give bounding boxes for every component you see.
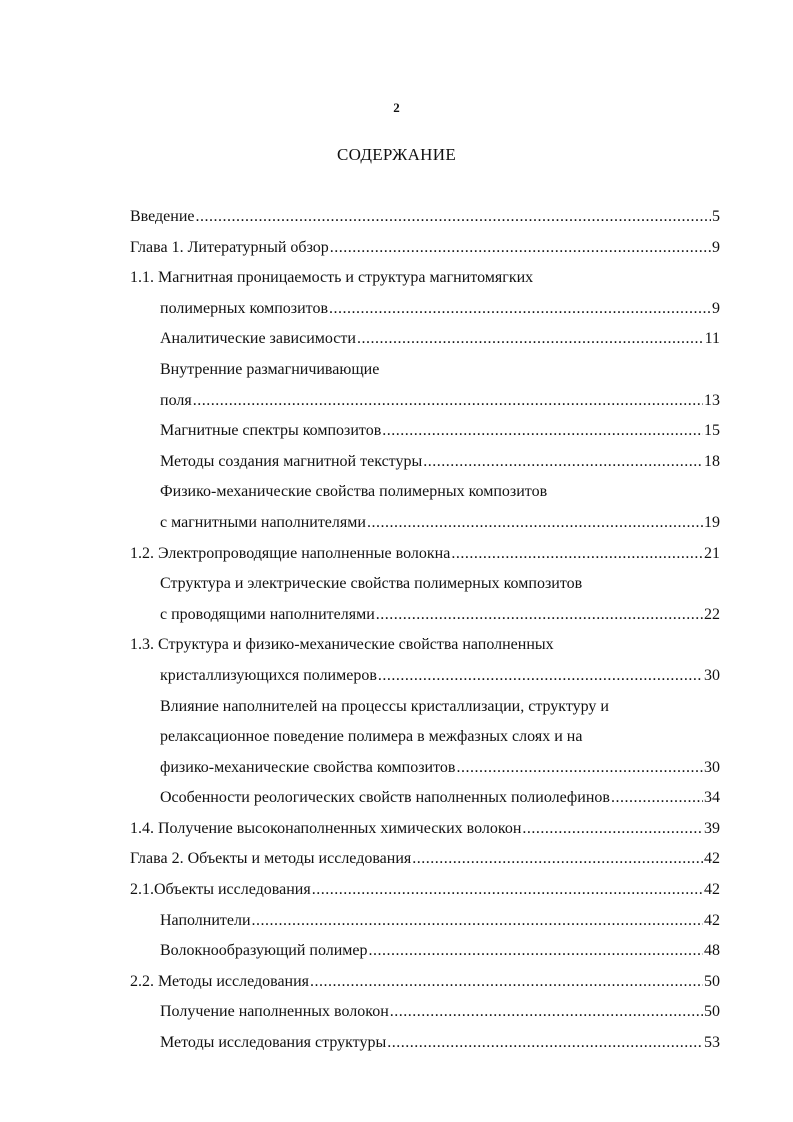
- dot-leader: [367, 508, 703, 539]
- dot-leader: [376, 600, 703, 631]
- toc-entry-page: 21: [704, 544, 720, 562]
- toc-entry-page: 50: [704, 972, 720, 990]
- toc-entry-text: Внутренние размагничивающие: [160, 360, 380, 378]
- toc-entry-section-1-3[interactable]: [130, 630, 720, 661]
- dot-leader: [522, 814, 703, 845]
- toc-entry-text: 1.3. Структура и физико-механические свойства наполненных: [130, 636, 554, 654]
- toc-entry-text: Волокнообразующий полимер: [160, 942, 368, 960]
- dot-leader: [423, 447, 703, 478]
- toc-entry-magnetic-texture[interactable]: [130, 447, 720, 478]
- toc-entry-page: 30: [704, 758, 720, 776]
- toc-entry-text: Влияние наполнителей на процессы кристаллизации, структуру и: [160, 697, 609, 715]
- toc-entry-page: 34: [704, 789, 720, 807]
- dot-leader: [412, 844, 703, 875]
- toc-entry-introduction[interactable]: [130, 202, 720, 233]
- dot-leader: [369, 936, 703, 967]
- toc-entry-section-1-3-cont[interactable]: [130, 661, 720, 692]
- toc-entry-electrical-properties-cont[interactable]: [130, 600, 720, 631]
- toc-entry-filled-fibers[interactable]: [130, 997, 720, 1028]
- page-title: СОДЕРЖАНИЕ: [336, 145, 457, 164]
- toc-entry-page: 48: [704, 942, 720, 960]
- toc-entry-page: 42: [704, 911, 720, 929]
- toc-entry-fillers[interactable]: [130, 906, 720, 937]
- toc-entry-mechanical-properties[interactable]: [130, 477, 720, 508]
- toc-entry-text: 1.1. Магнитная проницаемость и структура магнитомягких: [130, 269, 534, 287]
- toc-entry-chapter-2[interactable]: [130, 844, 720, 875]
- dot-leader: [390, 997, 703, 1028]
- toc-entry-section-1-1-cont[interactable]: [130, 294, 720, 325]
- toc-entry-filler-influence[interactable]: [130, 692, 720, 723]
- toc-entry-page: 15: [704, 422, 720, 440]
- toc-entry-text: Особенности реологических свойств наполненных полиолефинов: [160, 789, 610, 807]
- toc-entry-page: 39: [704, 819, 720, 837]
- dot-leader: [378, 661, 703, 692]
- dot-leader: [387, 1028, 703, 1059]
- dot-leader: [330, 233, 711, 264]
- toc-entry-text: Физико-механические свойства полимерных композитов: [160, 483, 548, 501]
- dot-leader: [357, 324, 704, 355]
- toc-entry-text: физико-механические свойства композитов: [160, 758, 456, 776]
- toc-entry-text: Наполнители: [160, 911, 251, 929]
- dot-leader: [329, 294, 711, 325]
- toc-entry-mechanical-properties-cont[interactable]: [130, 508, 720, 539]
- toc-entry-text: 1.4. Получение высоконаполненных химических волокон: [130, 819, 522, 837]
- dot-leader: [611, 783, 703, 814]
- toc-entry-page: 18: [704, 452, 720, 470]
- toc-entry-fiber-polymer[interactable]: [130, 936, 720, 967]
- toc-entry-text: Аналитические зависимости: [160, 330, 356, 348]
- toc-entry-page: 42: [704, 850, 720, 868]
- toc-entry-page: 50: [704, 1003, 720, 1021]
- toc-entry-chapter-1[interactable]: [130, 233, 720, 264]
- dot-leader: [310, 967, 703, 998]
- toc-entry-text: полимерных композитов: [160, 299, 328, 317]
- dot-leader: [193, 386, 703, 417]
- toc-entry-text: 1.2. Электропроводящие наполненные волокна: [130, 544, 451, 562]
- toc-entry-section-1-4[interactable]: [130, 814, 720, 845]
- toc-entry-rheology[interactable]: [130, 783, 720, 814]
- toc-entry-text: Методы исследования структуры: [160, 1034, 387, 1052]
- toc-entry-section-1-2[interactable]: [130, 539, 720, 570]
- toc-entry-text: Получение наполненных волокон: [160, 1003, 389, 1021]
- toc-entry-page: 11: [704, 330, 720, 348]
- toc-entry-text: 2.2. Методы исследования: [130, 972, 310, 990]
- toc-entry-demagnetizing-fields[interactable]: [130, 355, 720, 386]
- toc-entry-text: кристаллизующихся полимеров: [160, 666, 377, 684]
- toc-entry-structure-methods[interactable]: [130, 1028, 720, 1059]
- toc-entry-text: Методы создания магнитной текстуры: [160, 452, 423, 470]
- toc-entry-text: Структура и электрические свойства полимерных композитов: [160, 575, 583, 593]
- toc-entry-page: 30: [704, 666, 720, 684]
- dot-leader: [312, 875, 703, 906]
- toc-entry-text: поля: [160, 391, 192, 409]
- toc-entry-page: 53: [704, 1034, 720, 1052]
- toc-entry-page: 9: [712, 238, 720, 256]
- toc-entry-page: 42: [704, 881, 720, 899]
- toc-entry-text: Глава 2. Объекты и методы исследования: [130, 850, 412, 868]
- toc-entry-text: с магнитными наполнителями: [160, 513, 366, 531]
- toc-entry-section-2-2[interactable]: [130, 967, 720, 998]
- toc-entry-text: с проводящими наполнителями: [160, 605, 375, 623]
- toc-entry-section-2-1[interactable]: [130, 875, 720, 906]
- toc-entry-demagnetizing-fields-cont[interactable]: [130, 386, 720, 417]
- toc-entry-text: Введение: [130, 208, 195, 225]
- toc-entry-analytic-dependencies[interactable]: [130, 324, 720, 355]
- page-number: 2: [393, 100, 400, 115]
- dot-leader: [196, 202, 712, 233]
- toc-entry-filler-influence-cont[interactable]: [130, 722, 720, 753]
- toc-entry-page: 5: [712, 208, 720, 225]
- dot-leader: [451, 539, 703, 570]
- toc-entry-text: релаксационное поведение полимера в межфазных слоях и на: [160, 728, 583, 746]
- toc-entry-page: 13: [704, 391, 720, 409]
- toc-entry-electrical-properties[interactable]: [130, 569, 720, 600]
- dot-leader: [382, 416, 703, 447]
- toc-entry-text: Магнитные спектры композитов: [160, 422, 382, 440]
- table-of-contents: [130, 202, 720, 1059]
- toc-entry-text: Глава 1. Литературный обзор: [130, 238, 329, 256]
- toc-entry-filler-influence-end[interactable]: [130, 753, 720, 784]
- dot-leader: [456, 753, 703, 784]
- toc-entry-page: 9: [712, 299, 720, 317]
- toc-entry-page: 19: [704, 513, 720, 531]
- toc-entry-section-1-1[interactable]: [130, 263, 720, 294]
- dot-leader: [252, 906, 703, 937]
- toc-entry-magnetic-spectra[interactable]: [130, 416, 720, 447]
- toc-entry-page: 22: [704, 605, 720, 623]
- toc-entry-text: 2.1.Объекты исследования: [130, 881, 311, 899]
